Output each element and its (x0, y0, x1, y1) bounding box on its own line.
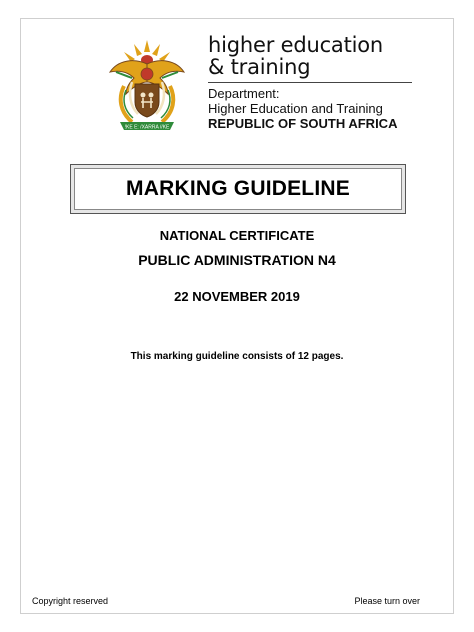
footer-turn-over: Please turn over (354, 596, 420, 606)
title-box (70, 164, 406, 214)
document-title: MARKING GUIDELINE (126, 177, 350, 200)
brand-line-2: & training (208, 55, 311, 79)
country-name: REPUBLIC OF SOUTH AFRICA (208, 116, 398, 131)
brand-line-1: higher education (208, 33, 384, 57)
brand-divider (208, 82, 412, 83)
department-brand (208, 34, 418, 131)
crest-motto: !KE E: /XARRA //KE (124, 124, 170, 131)
document-header (104, 34, 416, 138)
department-name: Higher Education and Training (208, 101, 383, 116)
coat-of-arms-icon (104, 38, 190, 134)
department-label: Department: (208, 86, 280, 101)
subject-line: PUBLIC ADMINISTRATION N4 (138, 252, 336, 268)
page-count-note: This marking guideline consists of 12 pages. (130, 351, 344, 362)
footer-copyright: Copyright reserved (32, 596, 109, 606)
certificate-line: NATIONAL CERTIFICATE (159, 228, 315, 243)
exam-date: 22 NOVEMBER 2019 (174, 289, 300, 304)
